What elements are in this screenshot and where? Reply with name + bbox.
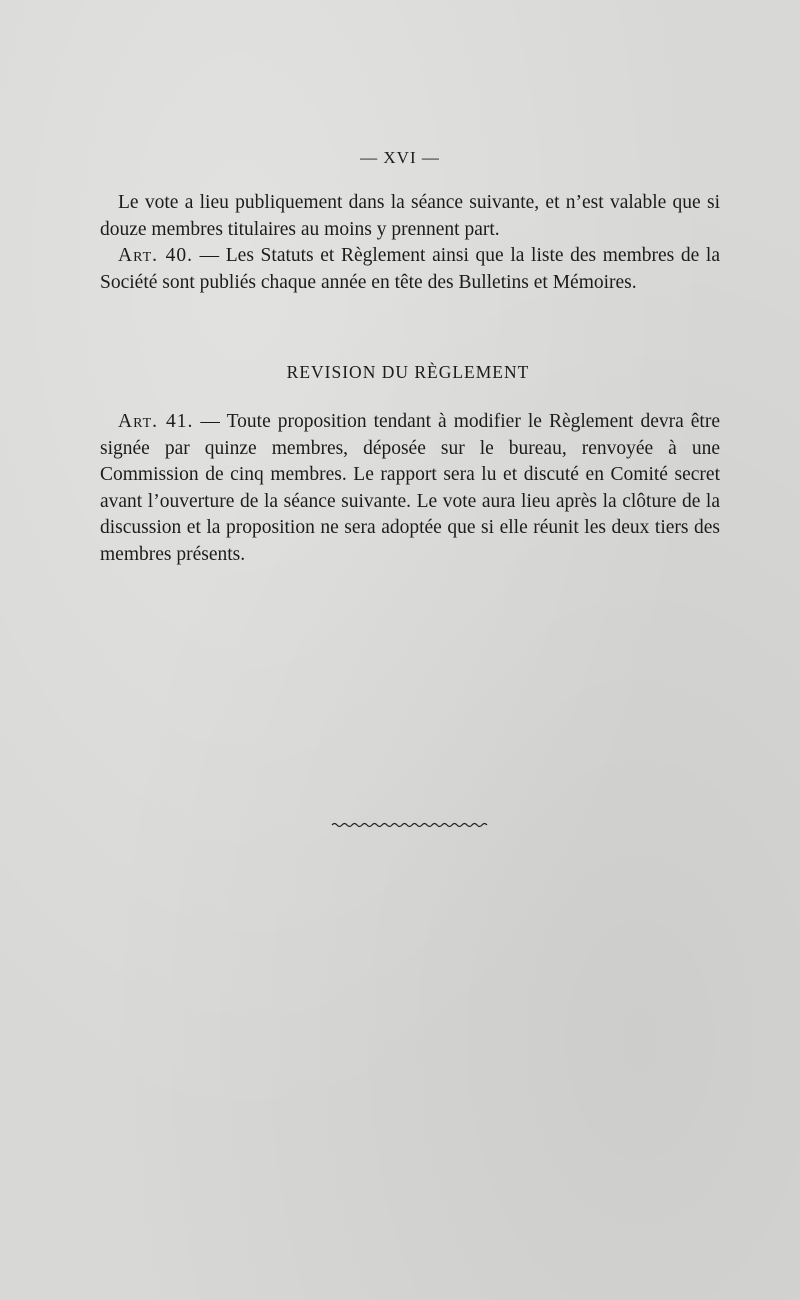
paragraph-art39-continuation: Le vote a lieu publiquement dans la séance suivante, et n’est valable que si douze membres titulaires au moins y prennent part. bbox=[100, 192, 720, 240]
article-text: — Les Statuts et Règlement ainsi que la liste des membres de la Société sont publiés chaque année en tête des Bulletins et Mémoires. bbox=[100, 245, 720, 293]
page-number: — XVI — bbox=[360, 148, 440, 167]
section-heading: REVISION DU RÈGLEMENT bbox=[286, 362, 530, 382]
article-label: Art. 40. bbox=[118, 245, 194, 266]
article-label: Art. 41. bbox=[118, 411, 194, 432]
text-block-top bbox=[100, 190, 720, 296]
wavy-rule-ornament-icon bbox=[330, 818, 488, 832]
article-text: — Toute proposition tendant à modifier le Règlement devra être signée par quinze membres, déposée sur le bureau, renvoyée à une Commission de cinq membres. Le rapport sera lu et discuté en Comité secret avant l’ouverture de la séance suivante. Le vote aura lieu après la clôture de la discussion et la proposition ne sera adoptée que si elle réunit les deux tiers des membres présents. bbox=[100, 411, 720, 565]
text-block-bottom bbox=[100, 409, 720, 568]
paragraph-art40 bbox=[100, 243, 720, 296]
paragraph-art41 bbox=[100, 409, 720, 568]
